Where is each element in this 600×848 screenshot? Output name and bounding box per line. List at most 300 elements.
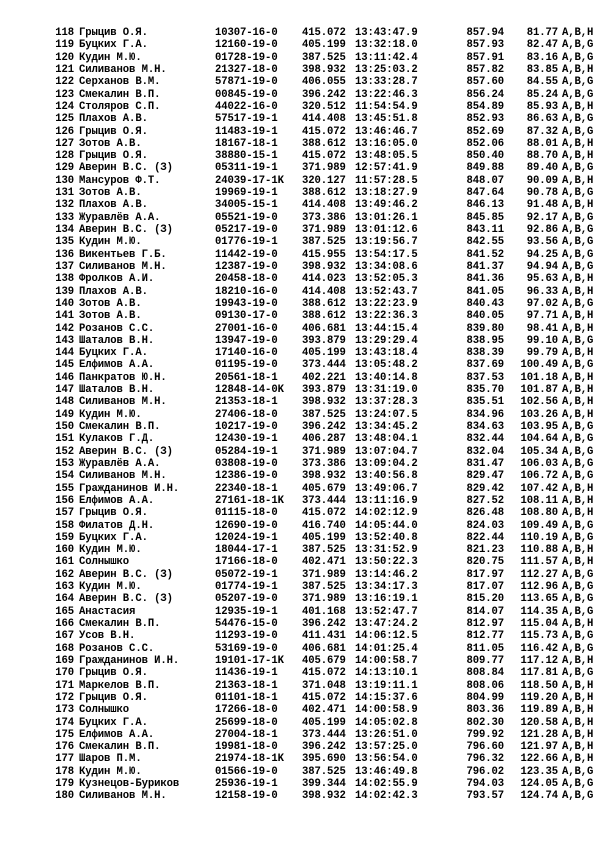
arrival-time: 14:06:12.5 xyxy=(355,630,418,643)
distance: 405.199 xyxy=(302,39,346,52)
coefficient: 97.02 xyxy=(526,297,558,310)
participant-name: Грыцив О.Я. xyxy=(79,27,148,39)
arrival-time: 13:31:19.0 xyxy=(355,384,418,397)
ring-code: 19943-19-0 xyxy=(215,297,278,310)
speed: 848.07 xyxy=(466,174,504,187)
coefficient: 111.57 xyxy=(520,556,558,569)
arrival-time: 13:14:46.2 xyxy=(355,568,418,581)
participant-name: Грыцив О.Я. xyxy=(79,150,148,163)
arrival-time: 13:24:07.5 xyxy=(355,408,418,421)
table-row xyxy=(50,199,594,212)
table-row xyxy=(50,137,594,150)
coefficient: 86.63 xyxy=(526,113,558,126)
coefficient: 101.18 xyxy=(520,371,558,384)
class-list: A,B,H xyxy=(562,408,594,421)
table-row xyxy=(50,519,594,532)
arrival-time: 14:00:58.9 xyxy=(355,704,418,717)
arrival-time: 13:49:46.2 xyxy=(355,199,418,212)
row-number: 165 xyxy=(55,605,74,618)
speed: 837.69 xyxy=(466,359,504,372)
ring-code: 24039-17-1K xyxy=(215,174,284,187)
participant-name: Кулаков Г.Д. xyxy=(79,433,155,446)
coefficient: 85.24 xyxy=(526,88,558,101)
participant-name: Елфимов А.А. xyxy=(79,728,155,741)
coefficient: 82.47 xyxy=(526,39,558,52)
distance: 415.072 xyxy=(302,125,346,138)
speed: 811.05 xyxy=(466,642,504,655)
arrival-time: 14:02:42.3 xyxy=(355,790,418,803)
distance: 387.525 xyxy=(302,51,346,64)
table-row xyxy=(50,679,594,692)
row-number: 175 xyxy=(55,728,74,741)
table-row xyxy=(50,593,594,606)
ring-code: 10217-19-0 xyxy=(215,421,278,433)
table-row xyxy=(50,704,594,717)
ring-code: 27001-16-0 xyxy=(215,322,278,335)
coefficient: 107.42 xyxy=(520,482,558,495)
class-list: A,B,G xyxy=(562,39,594,52)
arrival-time: 13:22:36.3 xyxy=(355,310,418,323)
speed: 796.60 xyxy=(466,741,504,754)
distance: 393.879 xyxy=(302,334,346,347)
participant-name: Плахов А.В. xyxy=(79,113,148,126)
row-number: 166 xyxy=(55,618,74,630)
row-number: 180 xyxy=(55,790,74,803)
speed: 837.53 xyxy=(466,371,504,384)
row-number: 158 xyxy=(55,519,74,532)
class-list: A,B,G xyxy=(562,125,594,138)
arrival-time: 13:29:29.4 xyxy=(355,334,418,347)
arrival-time: 13:19:56.7 xyxy=(355,236,418,249)
table-row xyxy=(50,654,594,667)
speed: 840.05 xyxy=(466,310,504,323)
row-number: 172 xyxy=(55,691,74,704)
row-number: 129 xyxy=(55,162,74,175)
arrival-time: 13:01:12.6 xyxy=(355,224,418,236)
distance: 373.386 xyxy=(302,457,346,470)
arrival-time: 13:32:18.0 xyxy=(355,39,418,52)
participant-name: Гражданинов И.Н. xyxy=(79,654,180,667)
coefficient: 100.49 xyxy=(520,359,558,372)
row-number: 146 xyxy=(55,371,74,384)
arrival-time: 13:40:56.8 xyxy=(355,470,418,483)
coefficient: 90.09 xyxy=(526,174,558,187)
ring-code: 05521-19-0 xyxy=(215,211,278,224)
coefficient: 115.73 xyxy=(520,630,558,643)
distance: 402.471 xyxy=(302,556,346,569)
class-list: A,B,G xyxy=(562,162,594,175)
table-row xyxy=(50,347,594,360)
class-list: A,B,H xyxy=(562,753,594,766)
row-number: 145 xyxy=(55,359,74,372)
class-list: A,B,G xyxy=(562,248,594,261)
coefficient: 94.25 xyxy=(526,248,558,261)
class-list: A,B,H xyxy=(562,137,594,150)
speed: 796.02 xyxy=(466,765,504,778)
arrival-time: 14:02:12.9 xyxy=(355,507,418,520)
table-row xyxy=(50,778,594,791)
speed: 793.57 xyxy=(466,790,504,803)
ring-code: 21363-18-1 xyxy=(215,679,278,692)
table-row xyxy=(50,741,594,754)
participant-name: Плахов А.В. xyxy=(79,199,148,212)
distance: 398.932 xyxy=(302,470,346,483)
table-row xyxy=(50,211,594,224)
coefficient: 103.26 xyxy=(520,408,558,421)
ring-code: 17266-18-0 xyxy=(215,704,278,717)
table-row xyxy=(50,174,594,187)
coefficient: 119.20 xyxy=(520,691,558,704)
participant-name: Кузнецов-Буриков xyxy=(79,778,180,791)
distance: 402.221 xyxy=(302,371,346,384)
speed: 845.85 xyxy=(466,211,504,224)
distance: 320.127 xyxy=(302,174,346,187)
participant-name: Кудин М.Ю. xyxy=(79,581,142,594)
arrival-time: 13:16:05.0 xyxy=(355,137,418,150)
distance: 405.199 xyxy=(302,716,346,729)
class-list: A,B,G xyxy=(562,790,594,803)
distance: 373.444 xyxy=(302,359,346,372)
row-number: 164 xyxy=(55,593,74,606)
participant-name: Буцких Г.А. xyxy=(79,39,148,52)
coefficient: 118.50 xyxy=(520,679,558,692)
speed: 822.44 xyxy=(466,531,504,544)
distance: 405.679 xyxy=(302,654,346,667)
distance: 406.681 xyxy=(302,322,346,335)
table-row xyxy=(50,63,594,76)
ring-code: 34005-15-1 xyxy=(215,199,278,212)
participant-name: Розанов С.С. xyxy=(79,322,155,335)
distance: 415.072 xyxy=(302,507,346,520)
arrival-time: 13:18:27.9 xyxy=(355,187,418,200)
coefficient: 109.49 xyxy=(520,519,558,532)
speed: 815.20 xyxy=(466,593,504,606)
row-number: 121 xyxy=(55,63,74,76)
speed: 808.84 xyxy=(466,667,504,680)
coefficient: 113.65 xyxy=(520,593,558,606)
arrival-time: 13:05:48.2 xyxy=(355,359,418,372)
ring-code: 12158-19-0 xyxy=(215,790,278,803)
table-row xyxy=(50,322,594,335)
participant-name: Елфимов А.А. xyxy=(79,494,155,507)
row-number: 163 xyxy=(55,581,74,594)
coefficient: 121.97 xyxy=(520,741,558,754)
table-row xyxy=(50,753,594,766)
ring-code: 20458-18-0 xyxy=(215,273,278,286)
coefficient: 123.35 xyxy=(520,765,558,778)
row-number: 141 xyxy=(55,310,74,323)
row-number: 151 xyxy=(55,433,74,446)
distance: 371.989 xyxy=(302,224,346,236)
table-row xyxy=(50,150,594,163)
table-row xyxy=(50,39,594,52)
speed: 856.24 xyxy=(466,88,504,101)
ring-code: 54476-15-0 xyxy=(215,618,278,630)
table-row xyxy=(50,334,594,347)
arrival-time: 13:25:03.2 xyxy=(355,63,418,76)
speed: 841.05 xyxy=(466,285,504,298)
table-row xyxy=(50,667,594,680)
speed: 803.36 xyxy=(466,704,504,717)
class-list: A,B,G xyxy=(562,88,594,101)
class-list: A,B,H xyxy=(562,310,594,323)
row-number: 122 xyxy=(55,76,74,89)
speed: 802.30 xyxy=(466,716,504,729)
ring-code: 01195-19-0 xyxy=(215,359,278,372)
participant-name: Грыцив О.Я. xyxy=(79,691,148,704)
row-number: 150 xyxy=(55,421,74,433)
coefficient: 84.55 xyxy=(526,76,558,89)
distance: 373.444 xyxy=(302,728,346,741)
class-list: A,B,G xyxy=(562,457,594,470)
ring-code: 20561-18-1 xyxy=(215,371,278,384)
table-row xyxy=(50,100,594,113)
ring-code: 12386-19-0 xyxy=(215,470,278,483)
arrival-time: 13:52:43.7 xyxy=(355,285,418,298)
class-list: A,B,G xyxy=(562,593,594,606)
row-number: 148 xyxy=(55,396,74,409)
row-number: 178 xyxy=(55,765,74,778)
table-row xyxy=(50,482,594,495)
ring-code: 01101-18-1 xyxy=(215,691,278,704)
table-row xyxy=(50,285,594,298)
arrival-time: 13:34:08.6 xyxy=(355,260,418,273)
row-number: 169 xyxy=(55,654,74,667)
participant-name: Шаталов В.Н. xyxy=(79,334,155,347)
table-row xyxy=(50,297,594,310)
arrival-time: 13:52:05.3 xyxy=(355,273,418,286)
coefficient: 91.48 xyxy=(526,199,558,212)
speed: 857.94 xyxy=(466,27,504,39)
class-list: A,B,H xyxy=(562,63,594,76)
participant-name: Грыцив О.Я. xyxy=(79,507,148,520)
coefficient: 117.12 xyxy=(520,654,558,667)
row-number: 147 xyxy=(55,384,74,397)
class-list: A,B,G xyxy=(562,51,594,64)
table-row xyxy=(50,273,594,286)
table-row xyxy=(50,187,594,200)
arrival-time: 14:02:55.9 xyxy=(355,778,418,791)
speed: 821.23 xyxy=(466,544,504,557)
row-number: 170 xyxy=(55,667,74,680)
participant-name: Журавлёв А.А. xyxy=(79,457,161,470)
coefficient: 81.77 xyxy=(526,27,558,39)
distance: 411.431 xyxy=(302,630,346,643)
participant-name: Аверин В.С. (З) xyxy=(79,224,173,236)
ring-code: 53169-19-0 xyxy=(215,642,278,655)
table-row xyxy=(50,494,594,507)
coefficient: 115.04 xyxy=(520,618,558,630)
participant-name: Розанов С.С. xyxy=(79,642,155,655)
class-list: A,B,G xyxy=(562,531,594,544)
class-list: A,B,H xyxy=(562,150,594,163)
arrival-time: 13:07:04.7 xyxy=(355,445,418,458)
distance: 373.444 xyxy=(302,494,346,507)
participant-name: Зотов А.В. xyxy=(79,137,142,150)
coefficient: 106.03 xyxy=(520,457,558,470)
class-list: A,B,G xyxy=(562,211,594,224)
table-row xyxy=(50,27,594,39)
distance: 405.199 xyxy=(302,347,346,360)
coefficient: 106.72 xyxy=(520,470,558,483)
participant-name: Фролков А.И. xyxy=(79,273,155,286)
participant-name: Маркелов В.П. xyxy=(79,679,161,692)
row-number: 142 xyxy=(55,322,74,335)
coefficient: 85.93 xyxy=(526,100,558,113)
distance: 388.612 xyxy=(302,137,346,150)
coefficient: 110.88 xyxy=(520,544,558,557)
distance: 387.525 xyxy=(302,544,346,557)
table-row xyxy=(50,310,594,323)
row-number: 149 xyxy=(55,408,74,421)
coefficient: 105.34 xyxy=(520,445,558,458)
class-list: A,B,G xyxy=(562,470,594,483)
table-row xyxy=(50,581,594,594)
ring-code: 12160-19-0 xyxy=(215,39,278,52)
row-number: 135 xyxy=(55,236,74,249)
speed: 826.48 xyxy=(466,507,504,520)
speed: 831.47 xyxy=(466,457,504,470)
table-row xyxy=(50,790,594,803)
table-row xyxy=(50,396,594,409)
ring-code: 44022-16-0 xyxy=(215,100,278,113)
ring-code: 01774-19-1 xyxy=(215,581,278,594)
class-list: A,B,G xyxy=(562,76,594,89)
table-row xyxy=(50,531,594,544)
participant-name: Шаров П.М. xyxy=(79,753,142,766)
speed: 794.03 xyxy=(466,778,504,791)
participant-name: Зотов А.В. xyxy=(79,297,142,310)
ring-code: 11483-19-1 xyxy=(215,125,278,138)
participant-name: Елфимов А.А. xyxy=(79,359,155,372)
ring-code: 11436-19-1 xyxy=(215,667,278,680)
speed: 835.70 xyxy=(466,384,504,397)
participant-name: Зотов А.В. xyxy=(79,187,142,200)
participant-name: Мансуров Ф.Т. xyxy=(79,174,161,187)
ring-code: 05072-19-1 xyxy=(215,568,278,581)
participant-name: Силиванов М.Н. xyxy=(79,260,167,273)
ring-code: 01566-19-0 xyxy=(215,765,278,778)
table-row xyxy=(50,51,594,64)
row-number: 162 xyxy=(55,568,74,581)
coefficient: 92.17 xyxy=(526,211,558,224)
arrival-time: 13:54:17.5 xyxy=(355,248,418,261)
arrival-time: 13:26:51.0 xyxy=(355,728,418,741)
distance: 396.242 xyxy=(302,618,346,630)
participant-name: Аверин В.С. (З) xyxy=(79,162,173,175)
speed: 827.52 xyxy=(466,494,504,507)
row-number: 134 xyxy=(55,224,74,236)
ring-code: 12935-19-1 xyxy=(215,605,278,618)
row-number: 167 xyxy=(55,630,74,643)
class-list: A,B,G xyxy=(562,581,594,594)
ring-code: 19969-19-1 xyxy=(215,187,278,200)
arrival-time: 13:31:52.9 xyxy=(355,544,418,557)
row-number: 131 xyxy=(55,187,74,200)
coefficient: 114.35 xyxy=(520,605,558,618)
distance: 371.989 xyxy=(302,445,346,458)
table-row xyxy=(50,568,594,581)
participant-name: Силиванов М.Н. xyxy=(79,63,167,76)
table-row xyxy=(50,371,594,384)
participant-name: Силиванов М.Н. xyxy=(79,470,167,483)
table-row xyxy=(50,470,594,483)
participant-name: Грыцив О.Я. xyxy=(79,667,148,680)
class-list: A,B,G xyxy=(562,445,594,458)
speed: 857.93 xyxy=(466,39,504,52)
participant-name: Смекалин В.П. xyxy=(79,618,161,630)
ring-code: 05284-19-1 xyxy=(215,445,278,458)
class-list: A,B,G xyxy=(562,433,594,446)
table-row xyxy=(50,507,594,520)
table-row xyxy=(50,408,594,421)
coefficient: 102.56 xyxy=(520,396,558,409)
table-row xyxy=(50,618,594,630)
distance: 399.344 xyxy=(302,778,346,791)
arrival-time: 13:44:15.4 xyxy=(355,322,418,335)
table-row xyxy=(50,421,594,433)
row-number: 132 xyxy=(55,199,74,212)
participant-name: Журавлёв А.А. xyxy=(79,211,161,224)
table-row xyxy=(50,445,594,458)
distance: 414.408 xyxy=(302,285,346,298)
participant-name: Грыцив О.Я. xyxy=(79,125,148,138)
class-list: A,B,G xyxy=(562,236,594,249)
speed: 850.40 xyxy=(466,150,504,163)
participant-name: Смекалин В.П. xyxy=(79,741,161,754)
class-list: A,B,G xyxy=(562,519,594,532)
arrival-time: 14:05:02.8 xyxy=(355,716,418,729)
row-number: 124 xyxy=(55,100,74,113)
distance: 405.199 xyxy=(302,531,346,544)
coefficient: 124.05 xyxy=(520,778,558,791)
arrival-time: 13:34:17.3 xyxy=(355,581,418,594)
speed: 814.07 xyxy=(466,605,504,618)
arrival-time: 13:50:22.3 xyxy=(355,556,418,569)
ring-code: 21327-18-0 xyxy=(215,63,278,76)
distance: 401.168 xyxy=(302,605,346,618)
participant-name: Гражданинов И.Н. xyxy=(79,482,180,495)
arrival-time: 11:54:54.9 xyxy=(355,100,418,113)
arrival-time: 14:13:10.1 xyxy=(355,667,418,680)
class-list: A,B,G xyxy=(562,187,594,200)
participant-name: Анастасия xyxy=(79,605,136,618)
class-list: A,B,H xyxy=(562,691,594,704)
distance: 414.408 xyxy=(302,199,346,212)
speed: 857.91 xyxy=(466,51,504,64)
participant-name: Кудин М.Ю. xyxy=(79,51,142,64)
class-list: A,B,G xyxy=(562,224,594,236)
class-list: A,B,H xyxy=(562,285,594,298)
distance: 388.612 xyxy=(302,310,346,323)
speed: 834.63 xyxy=(466,421,504,433)
row-number: 125 xyxy=(55,113,74,126)
class-list: A,B,G xyxy=(562,421,594,433)
distance: 414.023 xyxy=(302,273,346,286)
ring-code: 09130-17-0 xyxy=(215,310,278,323)
ring-code: 25936-19-1 xyxy=(215,778,278,791)
table-row xyxy=(50,457,594,470)
ring-code: 12690-19-0 xyxy=(215,519,278,532)
arrival-time: 13:47:24.2 xyxy=(355,618,418,630)
row-number: 179 xyxy=(55,778,74,791)
participant-name: Викентьев Г.Б. xyxy=(79,248,167,261)
speed: 852.06 xyxy=(466,137,504,150)
coefficient: 83.16 xyxy=(526,51,558,64)
ring-code: 01776-19-1 xyxy=(215,236,278,249)
row-number: 123 xyxy=(55,88,74,101)
class-list: A,B,H xyxy=(562,507,594,520)
